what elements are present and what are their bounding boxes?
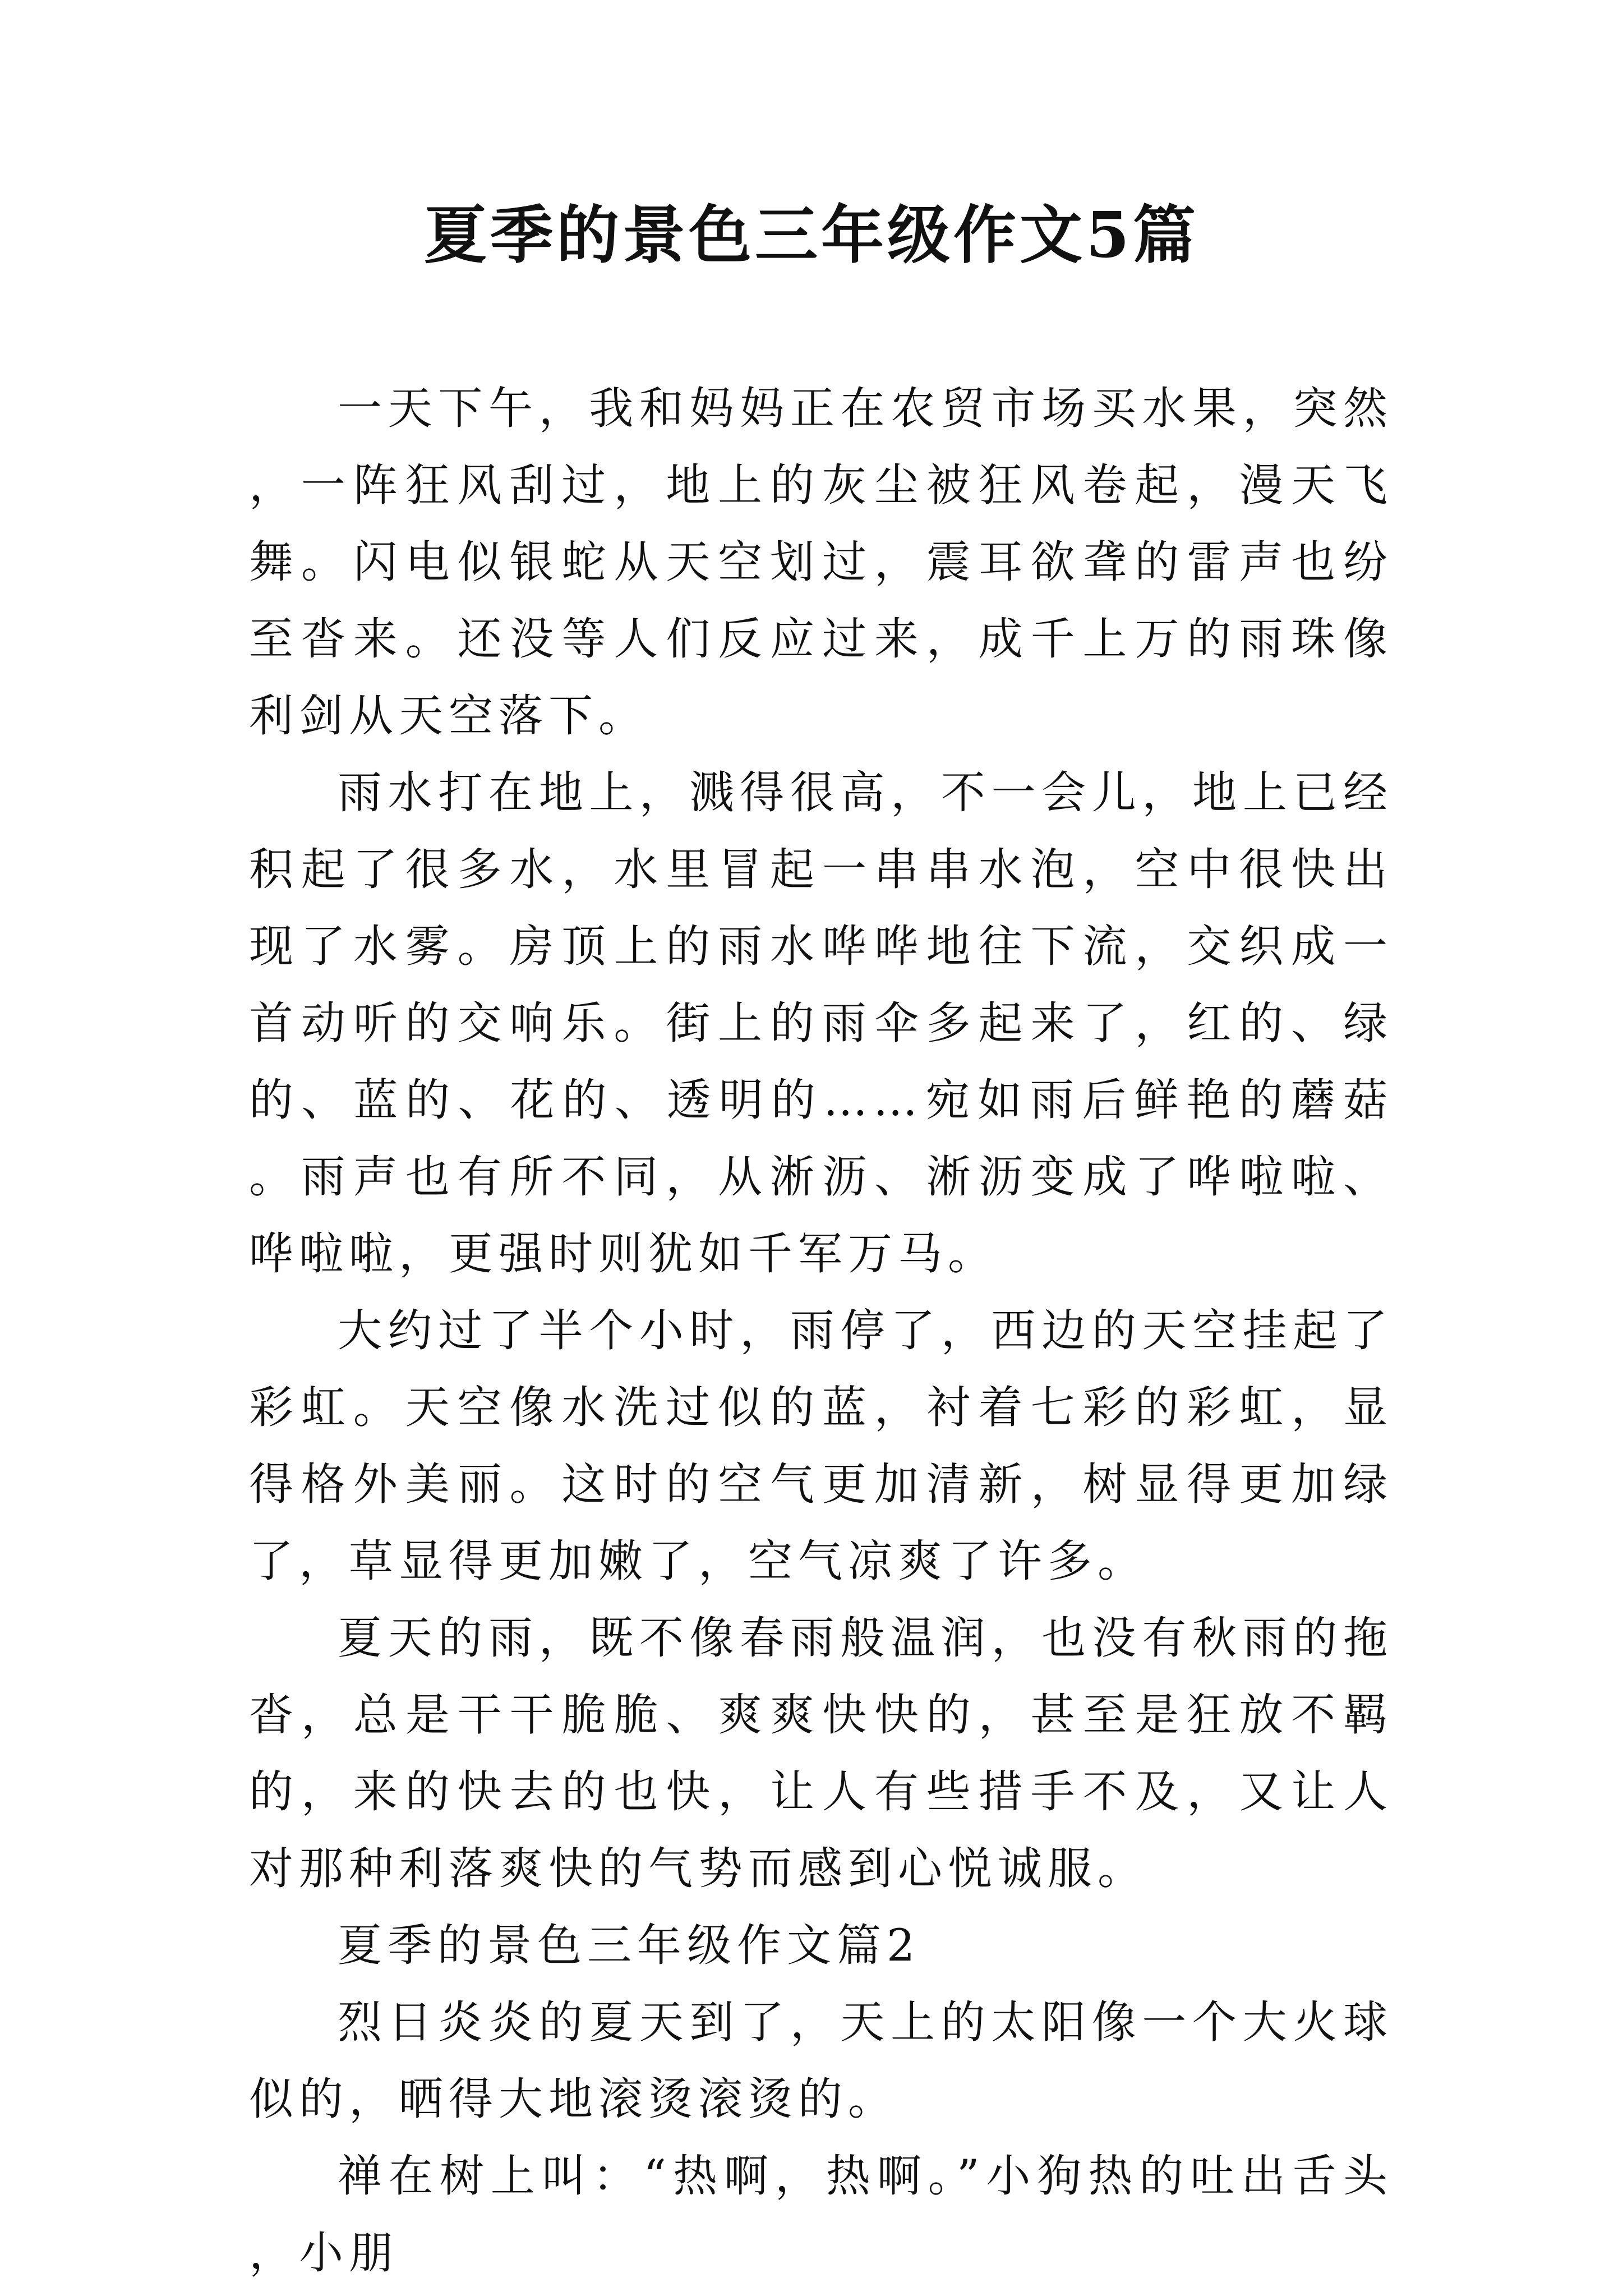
paragraph-1: 一天下午，我和妈妈正在农贸市场买水果，突然，一阵狂风刮过，地上的灰尘被狂风卷起，漫天飞舞。闪电似银蛇从天空划过，震耳欲聋的雷声也纷至沓来。还没等人们反应过来，成千上万的雨珠像利剑从天空落下。 bbox=[249, 383, 1393, 742]
paragraph-3: 大约过了半个小时，雨停了，西边的天空挂起了彩虹。天空像水洗过似的蓝，衬着七彩的彩虹，显得格外美丽。这时的空气更加清新，树显得更加绿了，草显得更加嫩了，空气凉爽了许多。 bbox=[249, 1305, 1393, 1587]
paragraph-6: 禅在树上叫：“热啊，热啊。”小狗热的吐出舌头，小朋 bbox=[249, 2150, 1393, 2279]
document-body bbox=[249, 370, 1393, 2292]
section-heading-2: 夏季的景色三年级作文篇2 bbox=[338, 1920, 921, 1971]
paragraph-2: 雨水打在地上，溅得很高，不一会儿，地上已经积起了很多水，水里冒起一串串水泡，空中很快出现了水雾。房顶上的雨水哗哗地往下流，交织成一首动听的交响乐。街上的雨伞多起来了，红的、绿的、蓝的、花的、透明的……宛如雨后鲜艳的蘑菇。雨声也有所不同，从淅沥、淅沥变成了哗啦啦、哗啦啦，更强时则犹如千军万马。 bbox=[249, 767, 1393, 1280]
document-title: 夏季的景色三年级作文5篇 bbox=[424, 199, 1199, 272]
paragraph-5: 烈日炎炎的夏天到了，天上的太阳像一个大火球似的，晒得大地滚烫滚烫的。 bbox=[249, 1996, 1393, 2125]
paragraph-4: 夏天的雨，既不像春雨般温润，也没有秋雨的拖沓，总是干干脆脆、爽爽快快的，甚至是狂放不羁的，来的快去的也快，让人有些措手不及，又让人对那种利落爽快的气势而感到心悦诚服。 bbox=[249, 1612, 1393, 1894]
